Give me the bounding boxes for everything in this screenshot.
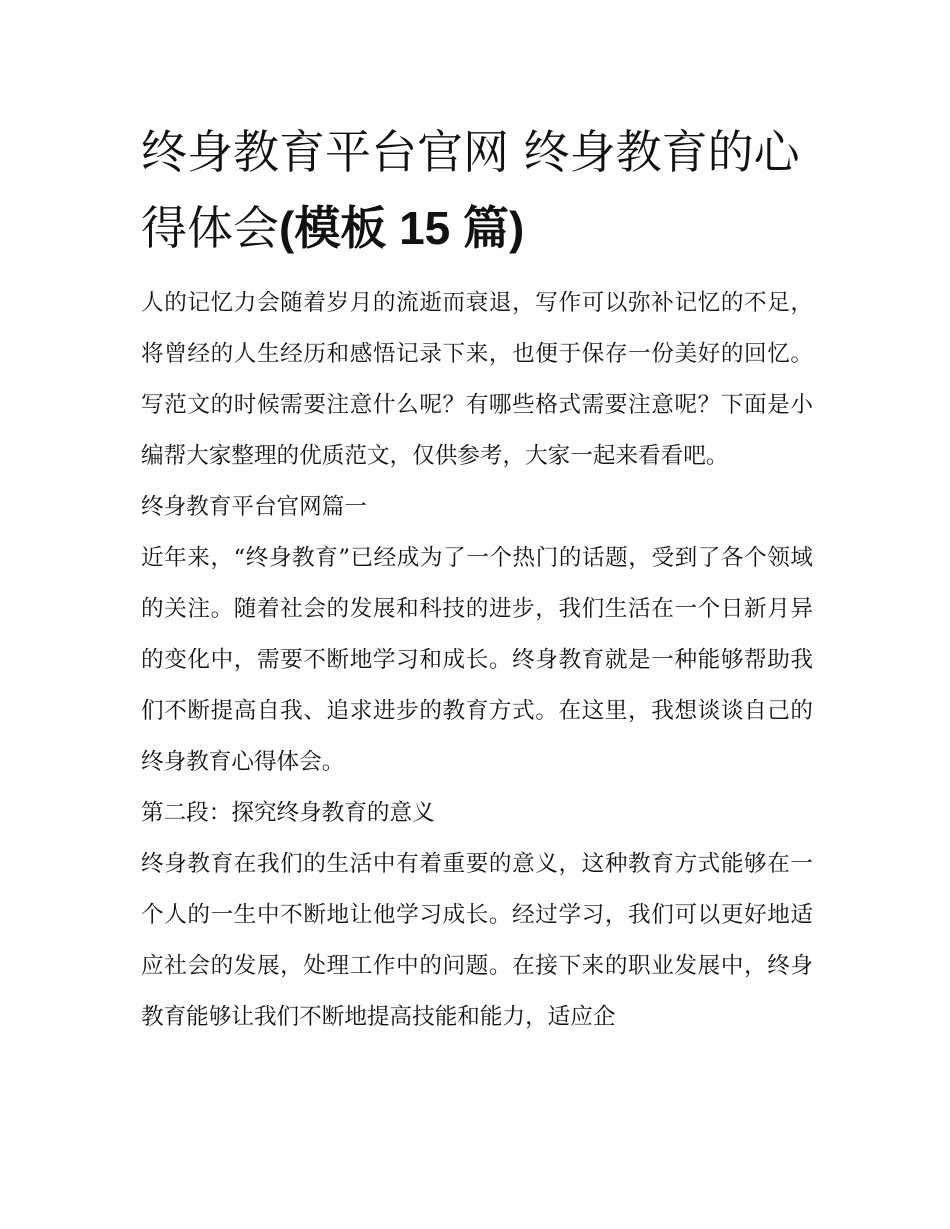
- title-suffix: (模板 15 篇): [279, 202, 525, 254]
- section-heading: 终身教育平台官网篇一: [141, 494, 367, 520]
- subheading: 第二段：探究终身教育的意义: [141, 800, 435, 826]
- intro-paragraph: 人的记忆力会随着岁月的流逝而衰退，写作可以弥补记忆的不足，将曾经的人生经历和感悟记录下来，也便于保存一份美好的回忆。写范文的时候需要注意什么呢？有哪些格式需要注意呢？下面是小编帮大家整理的优质范文，仅供参考，大家一起来看看吧。: [141, 290, 813, 469]
- document-body: [141, 114, 813, 1043]
- document-title: [141, 114, 813, 266]
- title-text: 终身教育平台官网 终身教育的心得体会: [141, 125, 800, 255]
- body-paragraph-1: 近年来，“终身教育”已经成为了一个热门的话题，受到了各个领域的关注。随着社会的发展和科技的进步，我们生活在一个日新月异的变化中，需要不断地学习和成长。终身教育就是一种能够帮助我们不断提高自我、追求进步的教育方式。在这里，我想谈谈自己的终身教育心得体会。: [141, 545, 813, 775]
- body-paragraph-2: 终身教育在我们的生活中有着重要的意义，这种教育方式能够在一个人的一生中不断地让他学习成长。经过学习，我们可以更好地适应社会的发展，处理工作中的问题。在接下来的职业发展中，终身教育能够让我们不断地提高技能和能力，适应企: [141, 851, 813, 1030]
